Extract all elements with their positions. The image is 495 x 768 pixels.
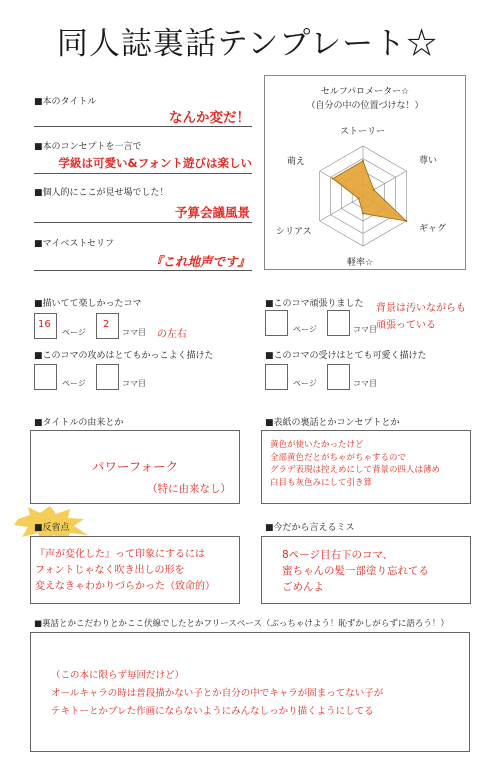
reflection-line: 『声が変化した』って印象にするには (35, 549, 205, 560)
radar-point (405, 220, 407, 222)
cute-panel-label: ■このコマの受けはとても可愛く描けた (265, 351, 427, 361)
free-space-line: オールキャラの時は普段描かない子とか自分の中でキャラが固まってない子が (51, 688, 384, 699)
page-box (34, 313, 57, 339)
panel-box (96, 364, 119, 390)
cover-text (270, 439, 440, 489)
page-title: 同人誌裏話テンプレート☆ (56, 26, 439, 62)
mistake-line: 蜜ちゃんの髪一部塗り忘れてる (282, 565, 429, 577)
free-space-line: （この本に限らず毎回だけど） (51, 670, 185, 681)
hard-panel-note-1: 背景は汚いながらも (376, 303, 466, 314)
page-number: 16 (38, 319, 51, 330)
title-origin-line-2: （特に由来なし） (147, 483, 231, 495)
axis-label-careless: 軽率☆ (347, 258, 374, 268)
free-space-label: ■裏話とかこだわりとかここ伏線でしたとかフリースペース（ぶっちゃけよう！恥ずかしがらずに語ろう！） (34, 619, 449, 629)
concept-value: 学級は可愛い&フォント遊びは楽しい (58, 156, 252, 170)
divider (34, 270, 252, 271)
mistake-box (261, 536, 471, 604)
divider (34, 222, 252, 223)
page-box (265, 364, 288, 390)
page-unit: ページ (293, 325, 317, 334)
free-space-box (30, 632, 470, 752)
page-box (34, 364, 57, 390)
self-parameter-chart (264, 75, 466, 270)
axis-label-serious: シリアス (276, 227, 312, 237)
chart-subtitle: （自分の中の位置づけな！） (306, 101, 424, 111)
fun-panel-note: の左右 (157, 329, 187, 340)
fun-panel-label: ■描いてて楽しかったコマ (34, 299, 142, 309)
page-unit: ページ (62, 379, 86, 388)
cover-line: 黄色が使いたかったけど (270, 440, 364, 450)
radar-point (373, 189, 375, 191)
hard-panel-note-2: 頑張っている (376, 320, 436, 331)
axis-label-gag: ギャグ (419, 224, 447, 234)
reflection-line: フォントじゃなく吹き出しの形を (35, 565, 185, 576)
title-origin-line-1: パワーフォーク (91, 459, 179, 474)
page-unit: ページ (62, 328, 86, 337)
radar-point (358, 198, 360, 200)
panel-unit: コマ目 (122, 379, 146, 388)
cover-line: グラデ表現は控えめにして背景の四人は薄め (270, 465, 441, 475)
highlight-label: ■個人的にここが見せ場でした！ (34, 188, 169, 198)
reflection-line: 変えなきゃわかりづらかった（致命的） (35, 581, 215, 592)
reflection-box (30, 536, 240, 604)
mistake-line: 8ページ目右下のコマ、 (282, 549, 393, 561)
chart-title: セルフパロメーター☆ (320, 87, 410, 97)
panel-box (96, 313, 119, 339)
cover-line: 白目も灰色みにして引き算 (270, 477, 373, 488)
book-title-value: なんか変だ！ (169, 110, 250, 126)
free-space-text (51, 667, 383, 721)
page-unit: ページ (293, 379, 317, 388)
book-title-label: ■本のタイトル (34, 97, 97, 107)
radar-plot (265, 76, 465, 269)
panel-number: 2 (103, 319, 110, 330)
cover-box (261, 430, 471, 504)
free-space-line: テキトーとかブレた作画にならないようにみんなしっかり描くようにしてる (51, 706, 374, 717)
hard-panel-label: ■このコマ頑張りました (265, 299, 364, 309)
panel-box (327, 364, 350, 390)
axis-label-story: ストーリー (340, 127, 386, 137)
radar-point (362, 160, 364, 162)
best-line-value: 『これ地声です』 (149, 254, 250, 269)
reflection-text (35, 547, 215, 595)
axis-label-moe: 萌え (287, 157, 306, 167)
axis-label-precious: 尊い (419, 156, 438, 166)
panel-box (327, 310, 350, 336)
radar-point (332, 178, 334, 180)
cover-label: ■表紙の裏話とかコンセプトとか (265, 418, 400, 428)
highlight-value: 予算会議風景 (174, 205, 250, 220)
divider (34, 173, 252, 174)
page-box (265, 310, 288, 336)
radar-point (362, 213, 364, 215)
title-origin-box (30, 430, 240, 504)
divider (34, 126, 252, 127)
reflection-label: ■反省点 (34, 523, 70, 533)
panel-unit: コマ目 (353, 325, 377, 334)
concept-label: ■本のコンセプトを一言で (34, 142, 142, 152)
panel-unit: コマ目 (353, 379, 377, 388)
cool-panel-label: ■このコマの攻めはとてもかっこよく描けた (34, 351, 214, 361)
mistake-line: ごめんよ (282, 581, 324, 593)
cover-line: 全部黄色だとがちゃがちゃするので (270, 452, 407, 463)
mistake-label: ■今だから言えるミス (265, 523, 355, 533)
title-origin-label: ■タイトルの由来とか (34, 418, 124, 428)
mistake-text (282, 547, 429, 595)
best-line-label: ■マイベストセリフ (34, 239, 115, 249)
panel-unit: コマ目 (122, 328, 146, 337)
